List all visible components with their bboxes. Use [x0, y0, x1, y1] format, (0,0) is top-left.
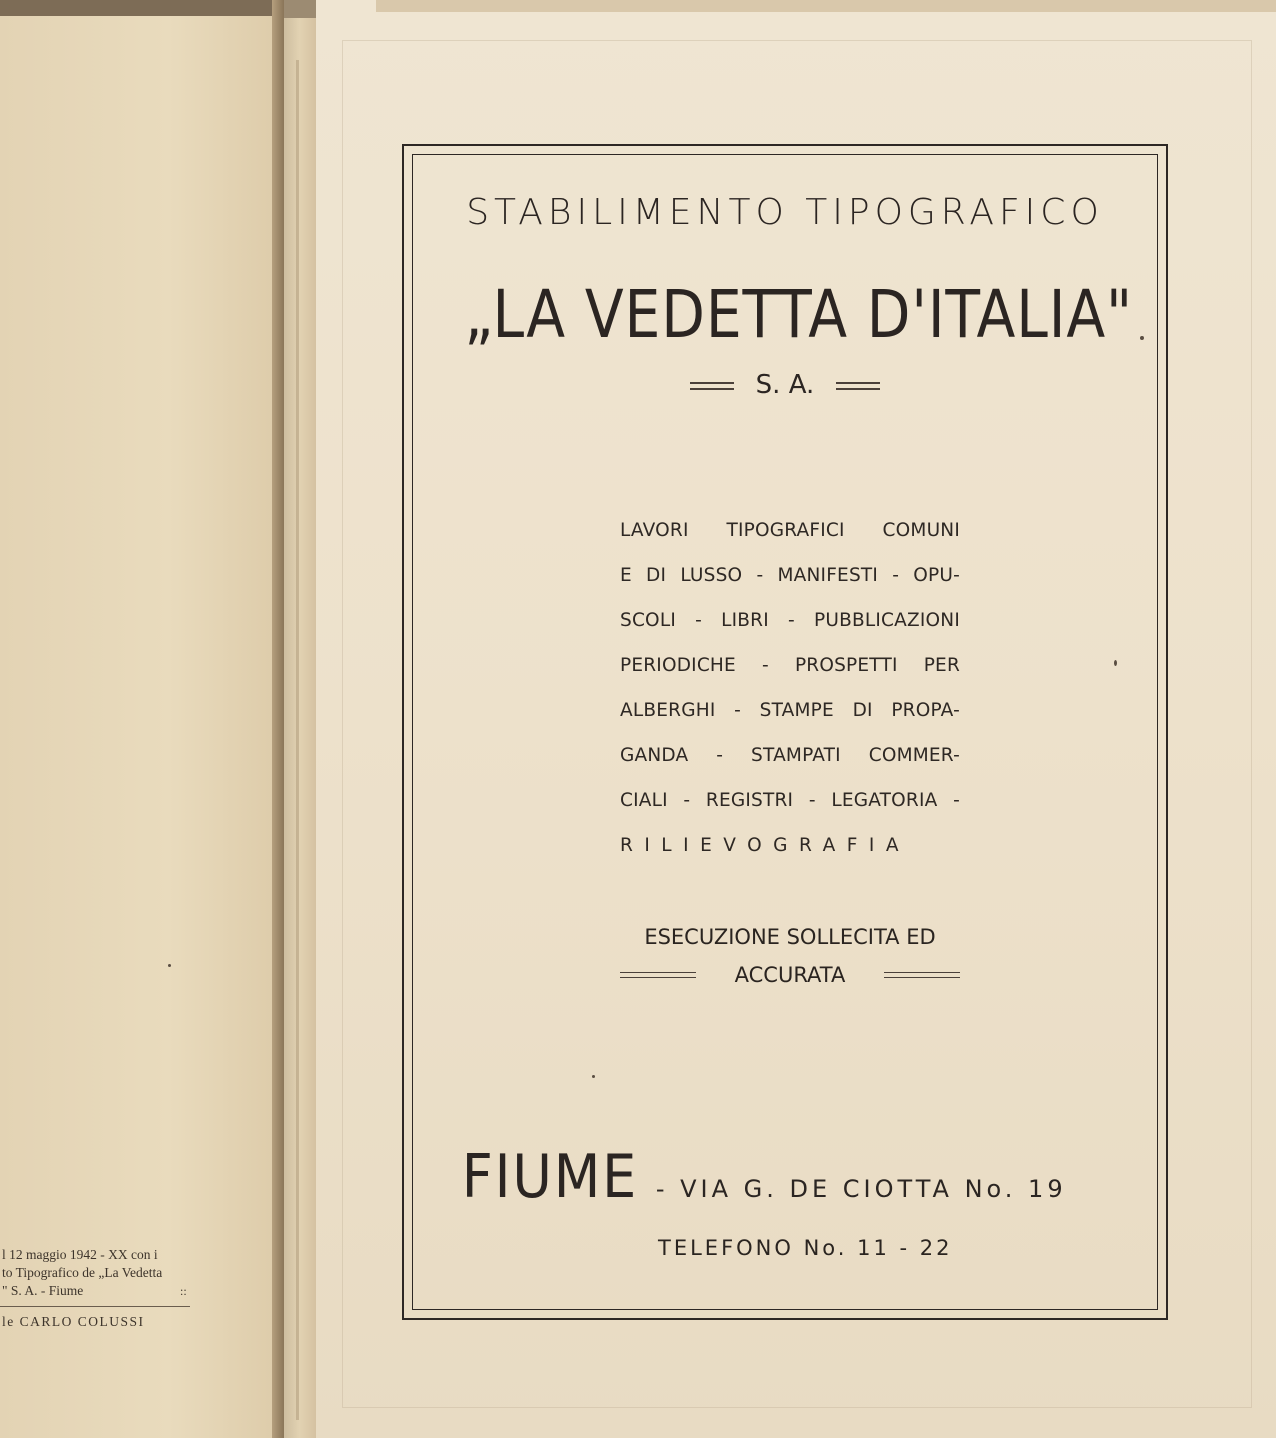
printer-credit: le CARLO COLUSSI [2, 1314, 145, 1329]
execution-line-1: ESECUZIONE SOLLECITA ED [644, 925, 936, 949]
right-page-top-edge [376, 0, 1276, 12]
left-page-binding-edge [272, 0, 284, 1438]
services-line: SCOLI - LIBRI - PUBBLICAZIONI [620, 610, 960, 631]
phone-number: TELEFONO No. 11 - 22 [658, 1236, 953, 1260]
services-line: PERIODICHE - PROSPETTI PER [620, 655, 960, 676]
colophon-separator: :: [180, 1284, 187, 1298]
paper-speck [1140, 336, 1144, 340]
paper-speck [168, 964, 171, 967]
ad-company-type: S. A. [755, 370, 815, 400]
ad-heading: STABILIMENTO TIPOGRAFICO [466, 192, 1104, 233]
services-line: GANDA - STAMPATI COMMER- [620, 745, 960, 766]
ornament-rule [620, 972, 696, 978]
colophon [0, 1246, 272, 1331]
left-page [0, 0, 282, 1438]
address-row [452, 1142, 1067, 1212]
execution-line-2: ACCURATA [734, 963, 846, 987]
ornament-rule [836, 382, 880, 390]
city-name: FIUME [461, 1142, 639, 1212]
colophon-line: to Tipografico de „La Vedetta [2, 1265, 163, 1280]
paper-speck [1114, 660, 1117, 666]
execution-line-2-row [620, 956, 960, 994]
ornament-rule [884, 972, 960, 978]
services-line: ALBERGHI - STAMPE DI PROPA- [620, 700, 960, 721]
ad-company-type-row [412, 370, 1158, 400]
spine-crease [296, 60, 299, 1420]
left-page-top-edge [0, 0, 282, 16]
services-line: E DI LUSSO - MANIFESTI - OPU- [620, 565, 960, 586]
execution-note [620, 918, 960, 994]
ad-company-name: „LA VEDETTA D'ITALIA" [464, 276, 1133, 353]
services-line: RILIEVOGRAFIA [620, 835, 911, 856]
paper-speck [592, 1075, 595, 1078]
ornament-rule [690, 382, 734, 390]
colophon-line: l 12 maggio 1942 - XX con i [2, 1247, 158, 1262]
street-address: - VIA G. DE CIOTTA No. 19 [655, 1175, 1067, 1203]
services-line: CIALI - REGISTRI - LEGATORIA - [620, 790, 960, 811]
colophon-line: " S. A. - Fiume [2, 1283, 84, 1298]
services-list [620, 508, 960, 868]
colophon-rule [0, 1306, 190, 1307]
services-line: LAVORI TIPOGRAFICI COMUNI [620, 520, 960, 541]
